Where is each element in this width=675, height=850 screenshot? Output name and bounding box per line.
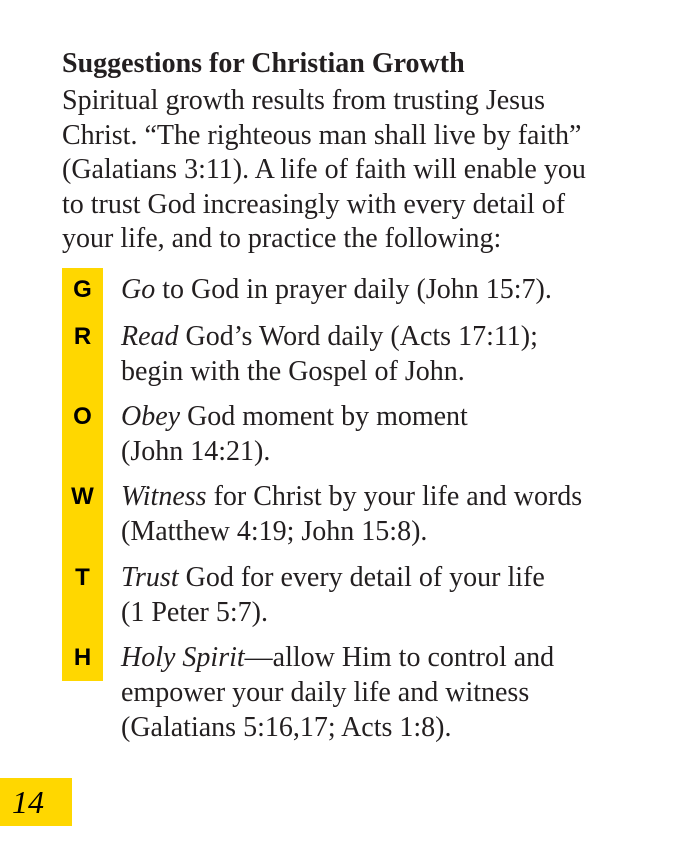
intro-line: to trust God increasingly with every detail of xyxy=(62,188,566,220)
intro-line: (Galatians 3:11). A life of faith will enable you xyxy=(62,154,586,185)
item-line: (Galatians 5:16,17; Acts 1:8). xyxy=(121,712,452,743)
item-text xyxy=(121,479,582,549)
item-line: (1 Peter 5:7). xyxy=(121,597,268,628)
item-line-rest: —allow Him to control and xyxy=(244,642,555,673)
item-text xyxy=(121,319,538,389)
item-line-rest: for Christ by your life and words xyxy=(206,481,583,512)
item-line xyxy=(121,399,468,434)
item-line-rest: to God in prayer daily (John 15:7). xyxy=(155,274,552,305)
acrostic-letter: G xyxy=(73,276,92,303)
item-line-rest: God for every detail of your life xyxy=(178,562,545,593)
acrostic-letter: H xyxy=(73,644,92,671)
item-line xyxy=(121,560,545,595)
item-text xyxy=(121,560,545,630)
item-line xyxy=(121,319,538,354)
item-lead-word: Holy Spirit xyxy=(121,642,245,673)
acrostic-letter: O xyxy=(73,403,92,430)
item-line-rest: God moment by moment xyxy=(180,401,468,432)
item-text xyxy=(121,640,554,745)
page-number-box xyxy=(0,778,72,826)
item-line xyxy=(121,479,582,514)
item-text xyxy=(121,399,468,469)
item-lead-word: Trust xyxy=(121,562,179,593)
section-heading: Suggestions for Christian Growth xyxy=(62,48,465,79)
item-line: (Matthew 4:19; John 15:8). xyxy=(121,516,428,547)
acrostic-letter: R xyxy=(73,323,92,350)
item-line: (John 14:21). xyxy=(121,436,271,467)
acrostic-letter: T xyxy=(75,564,90,591)
page-number: 14 xyxy=(12,784,44,820)
item-lead-word: Obey xyxy=(121,401,181,432)
item-lead-word: Witness xyxy=(121,481,207,512)
item-line xyxy=(121,640,554,675)
item-text xyxy=(121,272,552,307)
item-line xyxy=(121,272,552,307)
item-line: empower your daily life and witness xyxy=(121,677,530,708)
intro-line: Spiritual growth results from trusting Jesus xyxy=(62,85,545,116)
item-line: begin with the Gospel of John. xyxy=(121,356,465,387)
item-lead-word: Go xyxy=(121,274,156,305)
intro-line: Christ. “The righteous man shall live by faith” xyxy=(62,119,582,151)
item-lead-word: Read xyxy=(121,321,179,352)
intro-line: your life, and to practice the following: xyxy=(62,223,502,254)
item-line-rest: God’s Word daily (Acts 17:11); xyxy=(178,321,538,352)
intro-paragraph xyxy=(62,84,642,257)
acrostic-letter: W xyxy=(71,483,94,510)
